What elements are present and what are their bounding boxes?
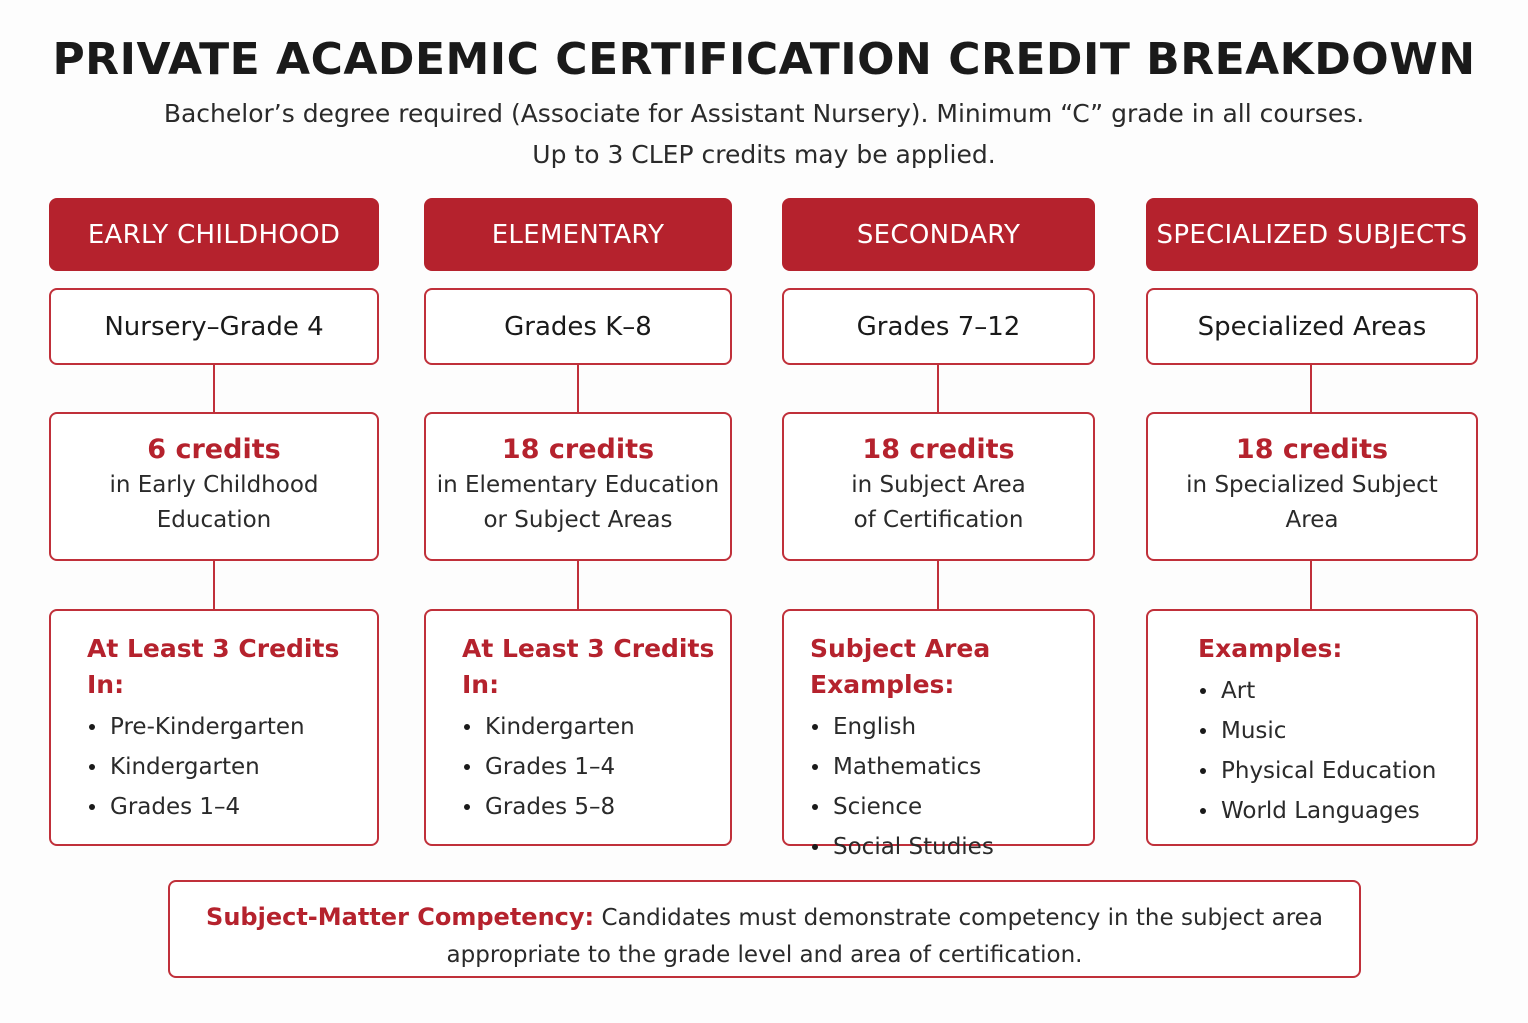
list-item: [810, 747, 1093, 787]
connector-line: [937, 561, 939, 609]
requirements-heading: At Least 3 Credits In:: [87, 634, 340, 699]
bullet-icon: [812, 764, 818, 770]
bullet-icon: [89, 724, 95, 730]
column-header: EARLY CHILDHOOD: [49, 198, 379, 271]
list-item: [87, 787, 377, 827]
competency-note-heading: Subject-Matter Competency:: [206, 903, 595, 931]
competency-note-text-2: appropriate to the grade level and area of certification.: [446, 942, 1083, 968]
bullet-icon: [1200, 688, 1206, 694]
bullet-icon: [1200, 728, 1206, 734]
page-title: PRIVATE ACADEMIC CERTIFICATION CREDIT BREAKDOWN: [52, 34, 1476, 85]
list-item-label: Music: [1221, 718, 1287, 744]
credit-description-line-1: in Subject Area: [851, 472, 1026, 498]
connector-line: [937, 365, 939, 412]
list-item-label: English: [833, 714, 917, 740]
credit-box: [49, 412, 379, 561]
requirements-heading: At Least 3 Credits In:: [462, 634, 715, 699]
competency-note-line-1: [170, 899, 1359, 937]
list-item-label: Pre-Kindergarten: [110, 714, 305, 740]
list-item: [810, 787, 1093, 827]
subtitle-line-1: Bachelor’s degree required (Associate for Assistant Nursery). Minimum “C” grade in all courses.: [163, 99, 1365, 128]
bullet-icon: [464, 764, 470, 770]
bullet-icon: [464, 804, 470, 810]
list-item: [1198, 671, 1476, 711]
competency-note-box: [168, 880, 1361, 978]
requirements-heading: Examples:: [1198, 634, 1343, 663]
bullet-icon: [1200, 768, 1206, 774]
requirements-heading: Subject Area Examples:: [810, 634, 991, 699]
credit-description-line-1: in Specialized Subject: [1186, 472, 1438, 498]
credit-description-line-1: in Elementary Education: [436, 472, 720, 498]
bullet-icon: [464, 724, 470, 730]
list-item: [810, 827, 1093, 867]
column-header: ELEMENTARY: [424, 198, 732, 271]
list-item: [1198, 751, 1476, 791]
list-item: [87, 707, 377, 747]
bullet-icon: [89, 804, 95, 810]
list-item: [1198, 711, 1476, 751]
requirements-list: [462, 707, 730, 827]
list-item-label: Kindergarten: [110, 754, 260, 780]
requirements-box: [424, 609, 732, 846]
credit-box: [782, 412, 1095, 561]
requirements-box: [1146, 609, 1478, 846]
bullet-icon: [812, 724, 818, 730]
list-item: [462, 787, 730, 827]
credit-amount: 18 credits: [1235, 434, 1389, 465]
competency-note-text-1: Candidates must demonstrate competency in the subject area: [601, 905, 1323, 931]
list-item-label: Grades 5–8: [485, 794, 616, 820]
requirements-box: [782, 609, 1095, 860]
bullet-icon: [89, 764, 95, 770]
credit-box: [1146, 412, 1478, 561]
requirements-list: [810, 707, 1093, 867]
grade-range-box: Nursery–Grade 4: [49, 288, 379, 365]
connector-line: [577, 561, 579, 609]
connector-line: [1310, 365, 1312, 412]
list-item: [1198, 791, 1476, 831]
grade-range-box: Grades 7–12: [782, 288, 1095, 365]
credit-description-line-1: in Early Childhood: [109, 472, 319, 498]
list-item: [462, 747, 730, 787]
list-item-label: Art: [1221, 678, 1256, 704]
requirements-box: [49, 609, 379, 846]
column-header: SECONDARY: [782, 198, 1095, 271]
column-header: SPECIALIZED SUBJECTS: [1146, 198, 1478, 271]
connector-line: [1310, 561, 1312, 609]
grade-range-box: Grades K–8: [424, 288, 732, 365]
subtitle-line-2: Up to 3 CLEP credits may be applied.: [532, 140, 996, 169]
list-item: [810, 707, 1093, 747]
list-item: [87, 747, 377, 787]
list-item-label: Social Studies: [833, 834, 994, 860]
credit-description-line-2: Education: [156, 507, 272, 533]
credit-description-line-2: of Certification: [853, 507, 1024, 533]
credit-description-line-2: or Subject Areas: [483, 507, 673, 533]
list-item: [462, 707, 730, 747]
bullet-icon: [812, 844, 818, 850]
connector-line: [213, 561, 215, 609]
list-item-label: Mathematics: [833, 754, 982, 780]
requirements-list: [1198, 671, 1476, 831]
credit-amount: 18 credits: [501, 434, 655, 465]
bullet-icon: [1200, 808, 1206, 814]
list-item-label: Grades 1–4: [110, 794, 241, 820]
connector-line: [577, 365, 579, 412]
requirements-list: [87, 707, 377, 827]
list-item-label: Science: [833, 794, 923, 820]
list-item-label: Physical Education: [1221, 758, 1437, 784]
credit-amount: 6 credits: [147, 434, 281, 465]
list-item-label: Grades 1–4: [485, 754, 616, 780]
credit-description-line-2: Area: [1285, 507, 1339, 533]
connector-line: [213, 365, 215, 412]
grade-range-box: Specialized Areas: [1146, 288, 1478, 365]
credit-amount: 18 credits: [862, 434, 1015, 465]
list-item-label: Kindergarten: [485, 714, 635, 740]
credit-box: [424, 412, 732, 561]
list-item-label: World Languages: [1221, 798, 1420, 824]
bullet-icon: [812, 804, 818, 810]
